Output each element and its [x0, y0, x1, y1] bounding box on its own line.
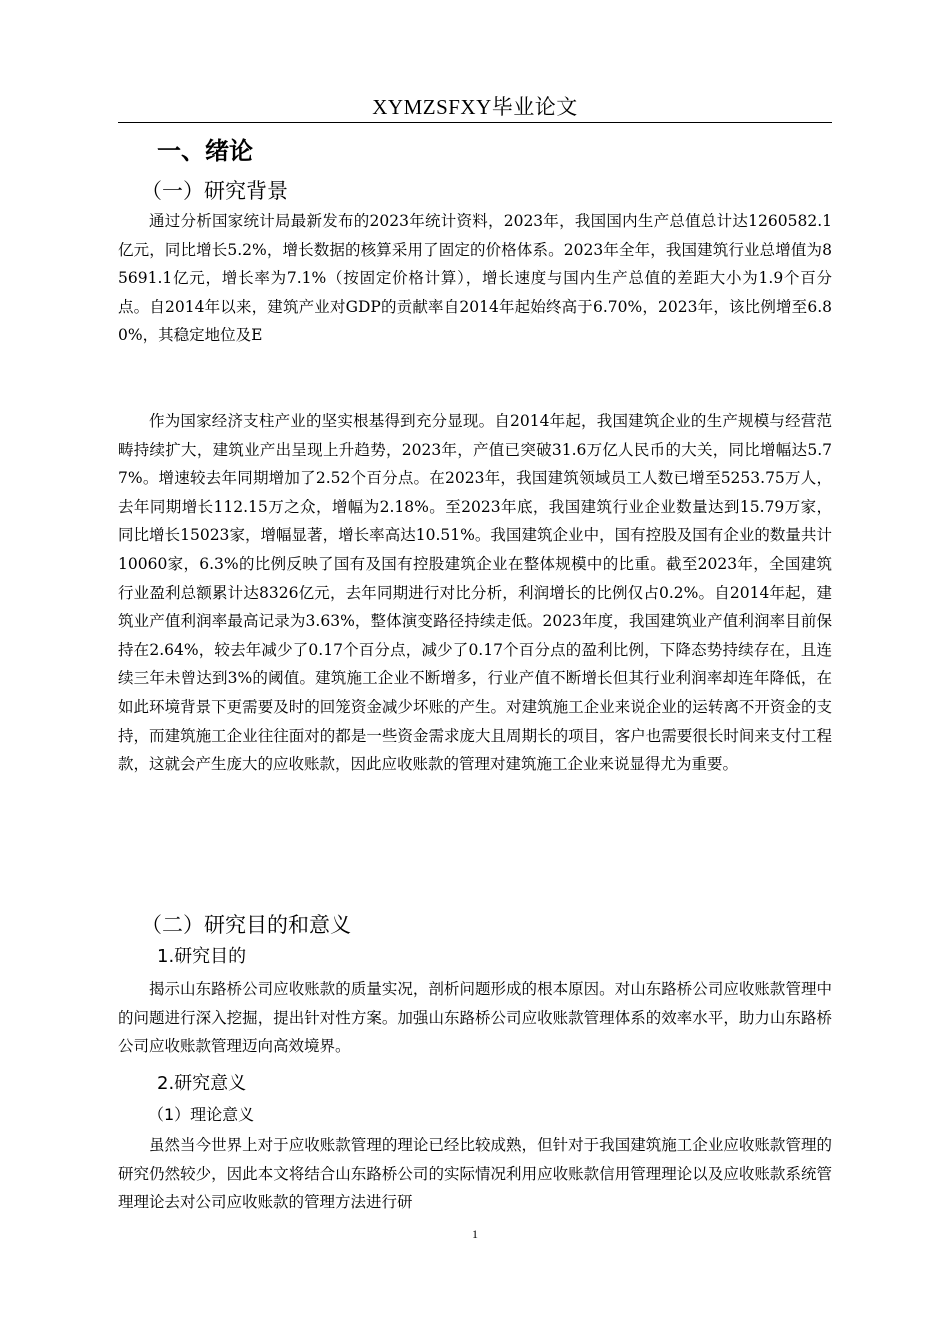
- subsubsection-title-theoretical: （1）理论意义: [148, 1105, 255, 1124]
- subsection-title-purpose: 1.研究目的: [157, 946, 247, 967]
- background-paragraph-1: 通过分析国家统计局最新发布的2023年统计资料，2023年，我国国内生产总值总计达1260582.1亿元，同比增长5.2%，增长数据的核算采用了固定的价格体系。2023年全年，我国建筑行业总增值为85691.1亿元，增长率为7.1%（按固定价格计算），增长速度与国内生产总值的差距大小为1.9个百分点。自2014年以来，建筑产业对GDP的贡献率自2014年起始终高于6.70%，2023年，该比例增至6.80%，其稳定地位及E: [118, 212, 832, 345]
- header-latin-title: XYMZSFXY: [372, 95, 492, 119]
- page-number: 1: [472, 1227, 478, 1241]
- page-header: [118, 93, 832, 121]
- purpose-paragraph: 揭示山东路桥公司应收账款的质量实况，剖析问题形成的根本原因。对山东路桥公司应收账款管理中的问题进行深入挖掘，提出针对性方案。加强山东路桥公司应收账款管理体系的效率水平，助力山东路桥公司应收账款管理迈向高效境界。: [118, 980, 832, 1056]
- theoretical-significance-paragraph: 虽然当今世界上对于应收账款管理的理论已经比较成熟，但针对于我国建筑施工企业应收账款管理的研究仍然较少，因此本文将结合山东路桥公司的实际情况利用应收账款信用管理理论以及应收账款系统管理理论去对公司应收账款的管理方法进行研: [118, 1136, 832, 1212]
- section-title-background: （一）研究背景: [141, 179, 288, 203]
- chapter-title: 一、绪论: [157, 137, 253, 165]
- header-cjk-title: 毕业论文: [491, 95, 578, 119]
- header-rule: [118, 122, 832, 123]
- subsection-title-significance: 2.研究意义: [157, 1073, 247, 1094]
- background-paragraph-2: 作为国家经济支柱产业的坚实根基得到充分显现。自2014年起，我国建筑企业的生产规模与经营范畴持续扩大，建筑业产出呈现上升趋势，2023年，产值已突破31.6万亿人民币的大关，同比增幅达5.77%。增速较去年同期增加了2.52个百分点。在2023年，我国建筑领域员工人数已增至5253.75万人，去年同期增长112.15万之众，增幅为2.18%。至2023年底，我国建筑行业企业数量达到15.79万家，同比增长15023家，增幅显著，增长率高达10.51%。我国建筑企业中，国有控股及国有企业的数量共计10060家，6.3%的比例反映了国有及国有控股建筑企业在整体规模中的比重。截至2023年，全国建筑行业盈利总额累计达8326亿元，去年同期进行对比分析，利润增长的比例仅占0.2%。自2014年起，建筑业产值利润率最高记录为3.63%，整体演变路径持续走低。2023年度，我国建筑业产值利润率目前保持在2.64%，较去年减少了0.17个百分点，减少了0.17个百分点的盈利比例，下降态势持续存在，且连续三年未曾达到3%的阈值。建筑施工企业不断增多，行业产值不断增长但其行业利润率却连年降低，在如此环境背景下更需要及时的回笼资金减少坏账的产生。对建筑施工企业来说企业的运转离不开资金的支持，而建筑施工企业往往面对的都是一些资金需求庞大且周期长的项目，客户也需要很长时间来支付工程款，这就会产生庞大的应收账款，因此应收账款的管理对建筑施工企业来说显得尤为重要。: [118, 412, 832, 774]
- section-title-purpose-significance: （二）研究目的和意义: [141, 913, 351, 937]
